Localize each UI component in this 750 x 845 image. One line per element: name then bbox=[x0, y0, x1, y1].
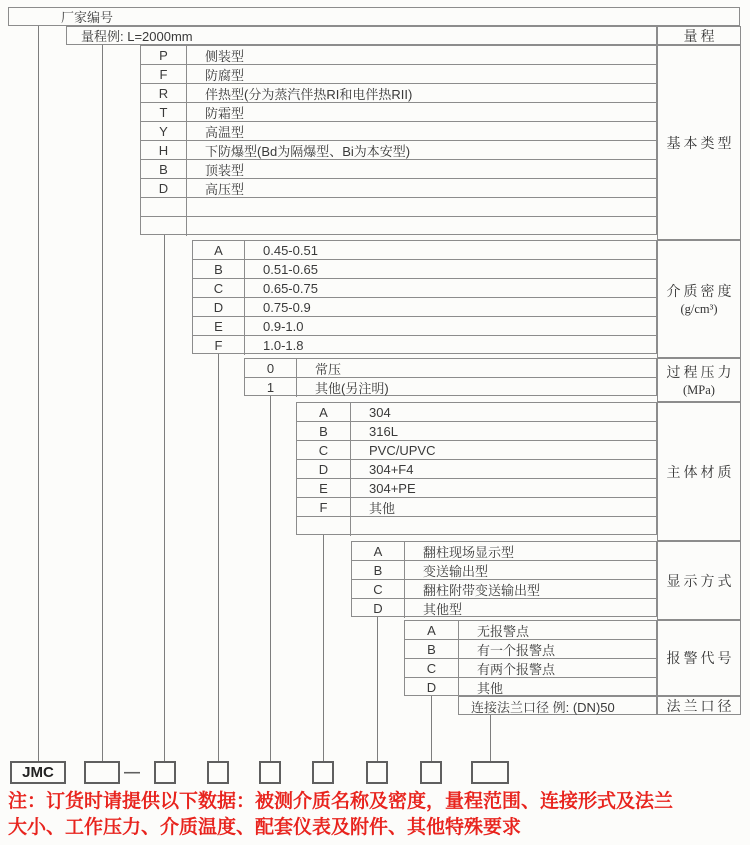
option-row bbox=[141, 160, 656, 179]
option-row bbox=[193, 298, 656, 317]
option-row bbox=[405, 640, 656, 659]
side-label-process-pressure bbox=[657, 358, 741, 402]
option-row bbox=[141, 65, 656, 84]
code-box-basic-type bbox=[154, 761, 176, 784]
option-code: C bbox=[297, 441, 351, 459]
factory-code-row bbox=[8, 7, 740, 26]
option-code: A bbox=[297, 403, 351, 421]
option-row bbox=[193, 260, 656, 279]
option-description bbox=[351, 517, 656, 536]
option-row bbox=[297, 460, 656, 479]
option-row bbox=[141, 179, 656, 198]
code-box-flange bbox=[471, 761, 509, 784]
option-row bbox=[141, 84, 656, 103]
option-description: 0.9-1.0 bbox=[263, 318, 304, 334]
side-label-body-material bbox=[657, 402, 741, 541]
connector-line bbox=[377, 617, 378, 762]
side-label-unit: (MPa) bbox=[683, 383, 715, 397]
code-box-density bbox=[207, 761, 229, 784]
option-row bbox=[245, 359, 656, 378]
connector-line bbox=[218, 354, 219, 762]
option-row bbox=[352, 599, 656, 618]
section-table-alarm-code bbox=[404, 620, 657, 696]
option-code: B bbox=[141, 160, 187, 178]
option-row bbox=[405, 659, 656, 678]
option-description: 0.75-0.9 bbox=[263, 299, 311, 315]
option-description bbox=[187, 217, 656, 236]
option-description: 下防爆型(Bd为隔爆型、Bi为本安型) bbox=[205, 143, 411, 159]
option-description: 0.51-0.65 bbox=[263, 261, 318, 277]
option-code: E bbox=[297, 479, 351, 497]
option-code bbox=[297, 517, 351, 536]
option-description: 其他(另注明) bbox=[315, 381, 389, 396]
section-table-process-pressure bbox=[244, 358, 657, 396]
option-code: A bbox=[405, 621, 459, 639]
order-note bbox=[8, 789, 673, 841]
side-label-text: 主体材质 bbox=[666, 465, 735, 481]
code-separator-dash bbox=[121, 763, 143, 782]
option-description: 侧装型 bbox=[205, 48, 245, 64]
option-code: E bbox=[193, 317, 245, 335]
option-code: H bbox=[141, 141, 187, 159]
option-description: 变送输出型 bbox=[423, 563, 489, 579]
option-row bbox=[141, 141, 656, 160]
side-label-text: 显示方式 bbox=[666, 574, 735, 590]
option-row bbox=[352, 580, 656, 599]
option-row bbox=[352, 542, 656, 561]
option-code: F bbox=[141, 65, 187, 83]
order-note-line-1: 注：订货时请提供以下数据：被测介质名称及密度，量程范围、连接形式及法兰 bbox=[8, 791, 674, 812]
option-description: 其他型 bbox=[423, 602, 463, 617]
option-row bbox=[245, 378, 656, 397]
code-box-pressure bbox=[259, 761, 281, 784]
option-code: A bbox=[193, 241, 245, 259]
option-description: 有一个报警点 bbox=[477, 642, 556, 658]
option-description: 高温型 bbox=[205, 124, 245, 140]
section-table-display-mode bbox=[351, 541, 657, 617]
option-description: 翻柱附带变送输出型 bbox=[423, 582, 541, 598]
connector-line bbox=[270, 396, 271, 762]
option-code: C bbox=[193, 279, 245, 297]
range-row bbox=[66, 26, 657, 45]
option-code: D bbox=[405, 678, 459, 697]
side-label-text: 量程 bbox=[683, 29, 718, 45]
option-description: 1.0-1.8 bbox=[263, 338, 304, 353]
option-row bbox=[193, 241, 656, 260]
side-label-unit: (g/cm³) bbox=[680, 302, 718, 316]
option-row bbox=[459, 697, 656, 716]
side-label-basic-type bbox=[657, 45, 741, 240]
connector-line bbox=[323, 535, 324, 762]
option-description: 翻柱现场显示型 bbox=[423, 544, 515, 560]
side-label-medium-density bbox=[657, 240, 741, 358]
option-row bbox=[297, 498, 656, 517]
connector-line bbox=[431, 696, 432, 762]
option-description: 顶装型 bbox=[205, 162, 245, 178]
side-label-alarm-code bbox=[657, 620, 741, 696]
option-description: 304+F4 bbox=[369, 461, 414, 477]
side-label-text: 基本类型 bbox=[666, 136, 735, 152]
code-box-prefix: JMC bbox=[10, 761, 66, 784]
option-description: 其他 bbox=[477, 681, 504, 696]
option-row bbox=[297, 479, 656, 498]
option-code: T bbox=[141, 103, 187, 121]
code-box-display bbox=[366, 761, 388, 784]
option-code: A bbox=[352, 542, 405, 560]
option-row bbox=[405, 678, 656, 697]
option-row bbox=[193, 336, 656, 355]
connector-line bbox=[102, 45, 103, 762]
option-row bbox=[193, 279, 656, 298]
section-table-medium-density bbox=[192, 240, 657, 354]
option-code: R bbox=[141, 84, 187, 102]
option-row bbox=[405, 621, 656, 640]
option-description: 防腐型 bbox=[205, 67, 245, 83]
option-code: B bbox=[405, 640, 459, 658]
order-note-line-2: 大小、工作压力、介质温度、配套仪表及附件、其他特殊要求 bbox=[8, 817, 522, 838]
connector-line bbox=[164, 235, 165, 762]
side-label-text: 介质密度 bbox=[666, 285, 735, 300]
option-description: 其他 bbox=[369, 500, 396, 516]
option-description: 防霜型 bbox=[205, 105, 245, 121]
option-description: 无报警点 bbox=[477, 623, 530, 639]
option-code: D bbox=[297, 460, 351, 478]
option-description: 0.45-0.51 bbox=[263, 242, 318, 258]
side-label-range bbox=[657, 26, 741, 45]
connector-line bbox=[490, 715, 491, 762]
option-code: D bbox=[141, 179, 187, 197]
option-code: D bbox=[193, 298, 245, 316]
section-table-body-material bbox=[296, 402, 657, 535]
option-description: 304 bbox=[369, 404, 391, 420]
option-row bbox=[141, 46, 656, 65]
option-row bbox=[297, 517, 656, 536]
option-code: Y bbox=[141, 122, 187, 140]
option-code: 1 bbox=[245, 378, 297, 397]
option-description: 316L bbox=[369, 423, 398, 439]
side-label-text: 法兰口径 bbox=[666, 699, 735, 715]
option-code: B bbox=[297, 422, 351, 440]
option-row bbox=[141, 103, 656, 122]
option-description: 常压 bbox=[315, 361, 342, 377]
section-table-flange-size bbox=[458, 696, 657, 715]
option-code: 0 bbox=[245, 359, 297, 377]
code-box-range bbox=[84, 761, 120, 784]
option-code: P bbox=[141, 46, 187, 64]
section-table-basic-type bbox=[140, 45, 657, 235]
option-code: F bbox=[297, 498, 351, 516]
side-label-text: 报警代号 bbox=[666, 652, 735, 667]
option-description: 304+PE bbox=[369, 480, 416, 496]
option-description bbox=[187, 198, 656, 216]
option-row bbox=[141, 217, 656, 236]
option-description: 有两个报警点 bbox=[477, 661, 556, 677]
option-code: C bbox=[405, 659, 459, 677]
option-description: PVC/UPVC bbox=[369, 442, 436, 458]
option-code: B bbox=[352, 561, 405, 579]
option-row bbox=[141, 198, 656, 217]
option-row bbox=[352, 561, 656, 580]
option-code bbox=[141, 198, 187, 216]
option-row bbox=[297, 403, 656, 422]
option-description: 高压型 bbox=[205, 181, 245, 197]
option-code bbox=[141, 217, 187, 236]
option-code: D bbox=[352, 599, 405, 618]
option-code: F bbox=[193, 336, 245, 355]
range-example-label: 量程例: L=2000mm bbox=[81, 29, 193, 44]
option-code: C bbox=[352, 580, 405, 598]
option-row bbox=[297, 422, 656, 441]
connector-line bbox=[38, 26, 39, 762]
side-label-display-mode bbox=[657, 541, 741, 620]
option-row bbox=[193, 317, 656, 336]
factory-code-label: 厂家编号 bbox=[61, 10, 114, 25]
option-description: 伴热型(分为蒸汽伴热RI和电伴热RII) bbox=[205, 86, 413, 102]
option-code: B bbox=[193, 260, 245, 278]
side-label-text: 过程压力 bbox=[666, 366, 735, 381]
option-description: 0.65-0.75 bbox=[263, 280, 318, 296]
option-description: 连接法兰口径 例: (DN)50 bbox=[471, 700, 615, 715]
option-row bbox=[297, 441, 656, 460]
dash-glyph: — bbox=[124, 763, 140, 781]
code-box-alarm bbox=[420, 761, 442, 784]
code-box-material bbox=[312, 761, 334, 784]
option-row bbox=[141, 122, 656, 141]
side-label-flange-size bbox=[657, 696, 741, 715]
